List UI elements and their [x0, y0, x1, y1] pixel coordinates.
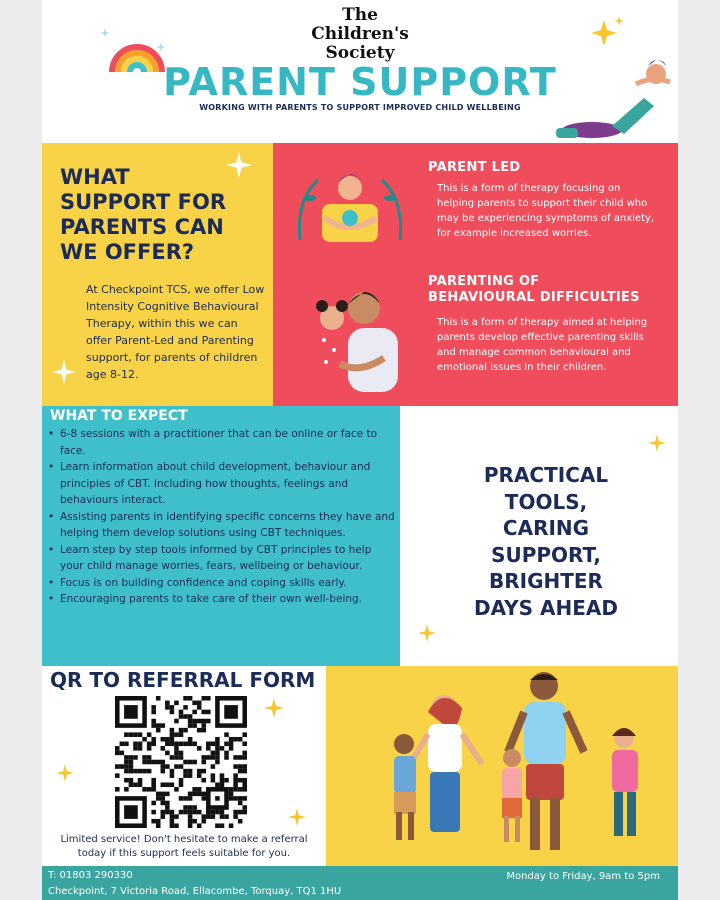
sparkle-icon — [264, 698, 284, 718]
slogan-line: PRACTICAL — [483, 463, 609, 487]
slogan-line: SUPPORT, — [491, 542, 601, 567]
sparkle-icon — [648, 434, 666, 452]
offer-heading-line: WE OFFER? — [60, 240, 195, 264]
sparkle-icon — [52, 360, 76, 384]
parent-led-text: This is a form of therapy focusing on helping parents to support their child who may be experiencing symptoms of anxiety, for example increased worries. — [437, 183, 655, 239]
parent-child-illustration — [304, 278, 400, 396]
sparkle-icon — [590, 16, 626, 52]
footer-phone: T: 01803 290330 — [48, 870, 133, 881]
list-item: • Learn step by step tools informed by CBT principles to help your child manage worries, fears, wellbeing or behaviour. — [48, 542, 398, 575]
expect-list — [48, 426, 398, 608]
referral-note — [42, 833, 326, 861]
footer-hours: Monday to Friday, 9am to 5pm — [506, 871, 660, 882]
slogan-line: BRIGHTER — [489, 569, 603, 593]
referral-note-line: today if this support feels suitable for you. — [77, 848, 291, 859]
slogan-line: TOOLS, — [504, 489, 588, 514]
page-title: PARENT SUPPORT — [163, 60, 557, 104]
slogan-line: DAYS AHEAD — [474, 595, 618, 620]
poster — [42, 0, 678, 900]
logo-line-1: The — [342, 5, 378, 25]
sparkle-icon — [418, 624, 436, 642]
list-item: • Focus is on building confidence and coping skills early. — [48, 575, 398, 592]
offer-heading-line: WHAT — [60, 165, 130, 189]
offer-heading-line: PARENTS CAN — [60, 215, 224, 239]
parent-hug-illustration — [290, 160, 410, 250]
parenting-heading-line: BEHAVIOURAL DIFFICULTIES — [428, 290, 640, 305]
list-item: • 6-8 sessions with a practitioner that can be online or face to face. — [48, 426, 398, 459]
expect-heading: WHAT TO EXPECT — [50, 408, 188, 424]
slogan — [422, 462, 670, 621]
family-walking-illustration — [362, 668, 662, 866]
parenting-heading — [428, 274, 640, 306]
parent-led-heading: PARENT LED — [428, 160, 521, 175]
referral-heading: QR TO REFERRAL FORM — [50, 668, 316, 692]
logo-line-3: Society — [325, 43, 395, 63]
qr-code-icon[interactable] — [112, 696, 250, 828]
sparkle-icon — [156, 42, 166, 52]
parenting-text: This is a form of therapy aimed at helping parents develop effective parenting skills and manage common behavioural and emotional issues in their children. — [437, 317, 648, 373]
logo-line-2: Children's — [311, 24, 409, 44]
list-item: • Assisting parents in identifying specific concerns they have and helping them develop solutions using CBT techniques. — [48, 509, 398, 542]
sparkle-icon — [56, 764, 74, 782]
sparkle-icon — [288, 808, 306, 826]
slogan-line: CARING — [502, 516, 590, 540]
offer-heading — [60, 165, 260, 265]
referral-note-line: Limited service! Don't hesitate to make a referral — [60, 834, 308, 845]
sparkle-icon — [226, 152, 252, 178]
offer-heading-line: SUPPORT FOR — [60, 190, 227, 214]
footer-address: Checkpoint, 7 Victoria Road, Ellacombe, Torquay, TQ1 1HU — [48, 886, 342, 897]
page-subtitle: WORKING WITH PARENTS TO SUPPORT IMPROVED CHILD WELLBEING — [199, 103, 521, 112]
list-item: • Encouraging parents to take care of their own well-being. — [48, 591, 398, 608]
offer-description: At Checkpoint TCS, we offer Low Intensity Cognitive Behavioural Therapy, within this we can offer Parent-Led and Parenting support, for parents of children age 8-12. — [86, 283, 265, 381]
parenting-heading-line: PARENTING OF — [428, 274, 540, 289]
sparkle-icon — [100, 28, 110, 38]
list-item: • Learn information about child development, behaviour and principles of CBT. Including how thoughts, feelings and behaviours interact. — [48, 459, 398, 509]
